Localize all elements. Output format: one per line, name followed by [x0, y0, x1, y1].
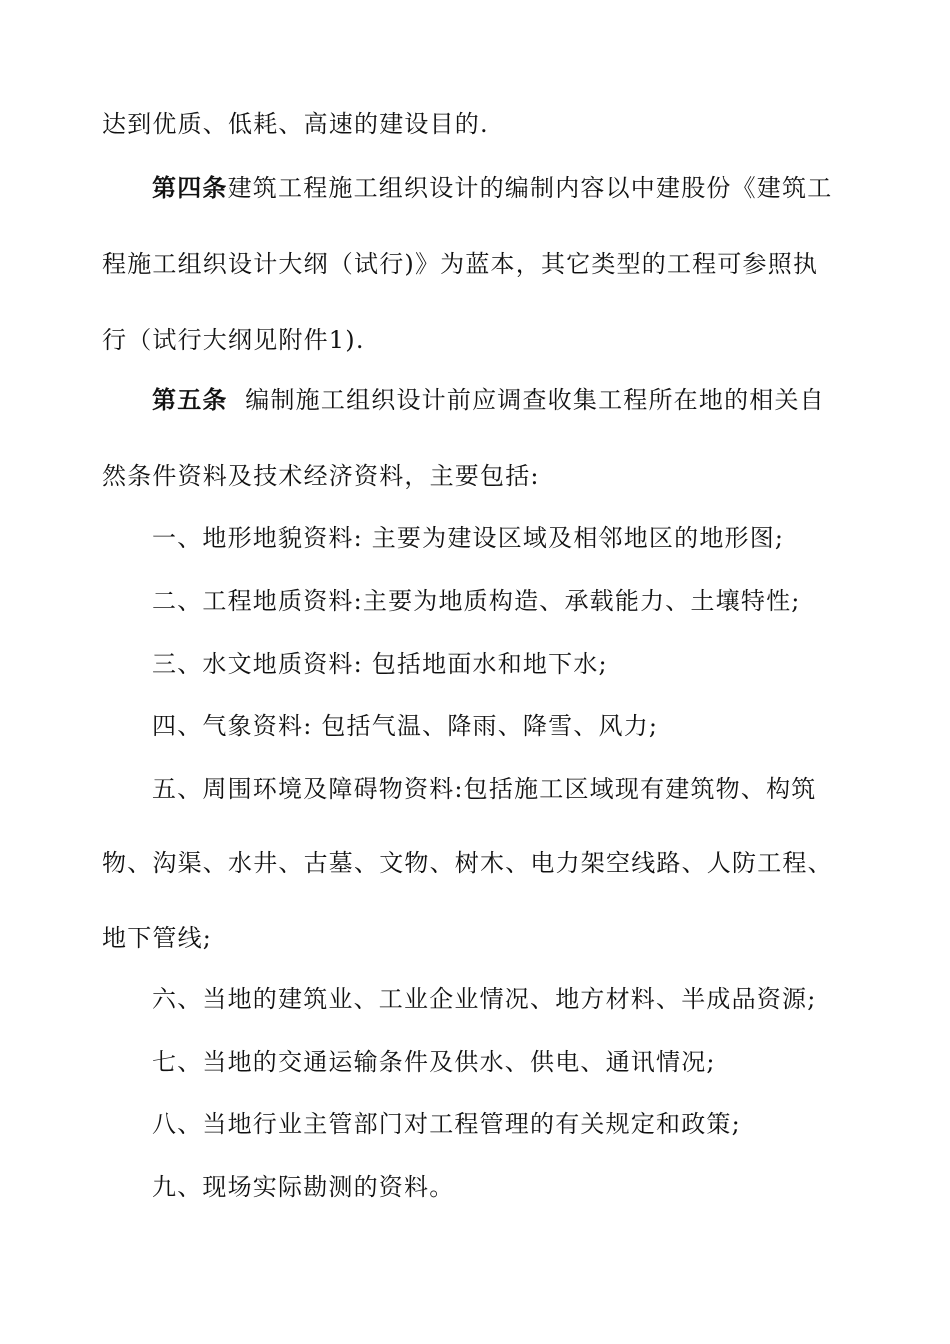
article-4-line	[152, 172, 832, 204]
list-item: 一、地形地貌资料: 主要为建设区域及相邻地区的地形图;	[152, 524, 785, 552]
list-item: 七、当地的交通运输条件及供水、供电、通讯情况;	[152, 1048, 716, 1076]
list-item: 四、气象资料: 包括气温、降雨、降雪、风力;	[152, 712, 659, 740]
paragraph-line: 达到优质、低耗、高速的建设目的.	[102, 110, 489, 138]
list-item: 六、当地的建筑业、工业企业情况、地方材料、半成品资源;	[152, 985, 817, 1013]
article-4-heading: 第四条	[152, 173, 228, 202]
article-5-heading: 第五条	[152, 385, 228, 414]
article-5-line	[152, 384, 825, 416]
paragraph-line: 程施工组织设计大纲（试行)》为蓝本，其它类型的工程可参照执	[102, 250, 819, 278]
paragraph-line: 地下管线;	[102, 924, 213, 952]
list-item: 三、水文地质资料: 包括地面水和地下水;	[152, 650, 608, 678]
paragraph-line: 行（试行大纲见附件1).	[102, 326, 365, 354]
article-5-text: 编制施工组织设计前应调查收集工程所在地的相关自	[227, 386, 825, 414]
list-item: 九、现场实际勘测的资料。	[152, 1173, 455, 1201]
paragraph-line: 然条件资料及技术经济资料，主要包括:	[102, 462, 540, 490]
paragraph-line: 物、沟渠、水井、古墓、文物、树木、电力架空线路、人防工程、	[102, 849, 833, 877]
list-item: 八、当地行业主管部门对工程管理的有关规定和政策;	[152, 1110, 741, 1138]
list-item: 五、周围环境及障碍物资料:包括施工区域现有建筑物、构筑	[152, 775, 817, 803]
list-item: 二、工程地质资料:主要为地质构造、承载能力、土壤特性;	[152, 587, 801, 615]
article-4-text: 建筑工程施工组织设计的编制内容以中建股份《建筑工	[227, 174, 833, 202]
